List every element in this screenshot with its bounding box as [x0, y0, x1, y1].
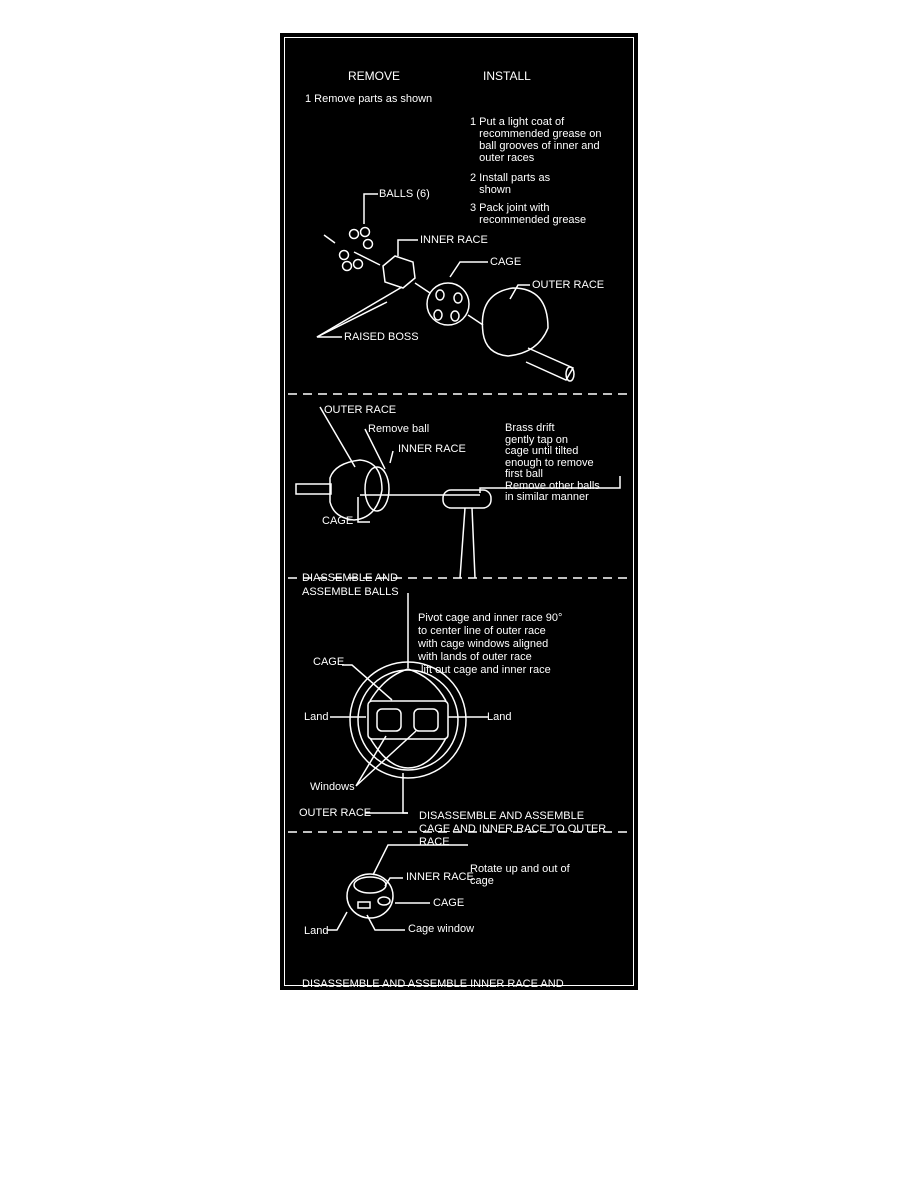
text-line: Rotate up and out of: [470, 863, 570, 875]
inner-race-drawing: [383, 256, 430, 293]
text-line: 3 Pack joint with: [470, 202, 550, 214]
text-line: DIASSEMBLE AND: [302, 572, 398, 584]
label-windows: Windows: [310, 781, 355, 793]
text-line: with lands of outer race: [418, 651, 532, 663]
text-line: with cage windows aligned: [418, 638, 549, 650]
label-inner-race-4: INNER RACE: [406, 871, 474, 883]
label-land-4: Land: [304, 925, 329, 937]
install-heading: INSTALL: [483, 69, 531, 83]
remove-step: 1 Remove parts as shown: [305, 93, 433, 105]
pivot-note: [418, 586, 562, 703]
remove-heading: REMOVE: [348, 69, 401, 83]
outer-race-drawing: [482, 288, 574, 381]
brass-drift-note: [505, 400, 600, 527]
label-land-right: Land: [487, 711, 512, 723]
text-line: cage until tilted: [505, 445, 579, 457]
text-line: enough to remove: [505, 456, 594, 469]
text-line: ASSEMBLE BALLS: [302, 586, 399, 598]
text-line: CAGE AND INNER RACE TO OUTER: [419, 823, 607, 835]
text-line: recommended grease on: [470, 128, 602, 140]
label-cage-3: CAGE: [313, 656, 345, 668]
text-line: 2 Install parts as: [470, 172, 551, 184]
label-outer-race-2: OUTER RACE: [324, 404, 397, 416]
label-inner-race: INNER RACE: [420, 234, 488, 246]
text-line: cage: [470, 875, 494, 887]
balls-drawing: [324, 228, 380, 271]
rotate-note: [470, 839, 570, 911]
label-balls: BALLS (6): [379, 188, 430, 200]
text-line: RACE: [419, 836, 450, 848]
text-line: Pivot cage and inner race 90°: [418, 612, 563, 624]
label-outer-race-3: OUTER RACE: [299, 807, 372, 819]
text-line: DISASSEMBLE AND ASSEMBLE INNER RACE AND: [302, 978, 564, 990]
caption-inner-race-cage: [302, 952, 564, 1030]
text-line: first ball: [505, 468, 543, 480]
text-line: Brass drift: [505, 422, 555, 434]
text-line: ball grooves of inner and: [470, 140, 600, 152]
caption-balls: [302, 543, 399, 627]
text-line: shown: [470, 184, 511, 196]
label-raised-boss: RAISED BOSS: [344, 331, 419, 343]
text-line: lift out cage and inner race: [418, 664, 551, 676]
cage-drawing: [427, 283, 483, 325]
text-line: in similar manner: [505, 491, 589, 503]
text-line: recommended grease: [470, 214, 587, 226]
text-line: to center line of outer race: [418, 625, 546, 637]
text-line: 1 Put a light coat of: [470, 116, 565, 128]
text-line: Remove other balls: [505, 479, 600, 492]
text-line: DISASSEMBLE AND ASSEMBLE: [419, 810, 585, 822]
label-inner-race-2: INNER RACE: [398, 443, 466, 455]
label-cage-window: Cage window: [408, 923, 475, 935]
text-line: gently tap on: [505, 433, 568, 446]
label-land-left: Land: [304, 711, 329, 723]
label-cage-4: CAGE: [433, 897, 465, 909]
text-line: CAGE: [302, 991, 334, 1003]
label-outer-race: OUTER RACE: [532, 279, 605, 291]
diagram-panel: [280, 33, 638, 1003]
label-cage-2: CAGE: [322, 515, 354, 527]
text-line: outer races: [470, 152, 535, 164]
label-remove-ball: Remove ball: [368, 423, 430, 435]
label-cage: CAGE: [490, 256, 522, 268]
